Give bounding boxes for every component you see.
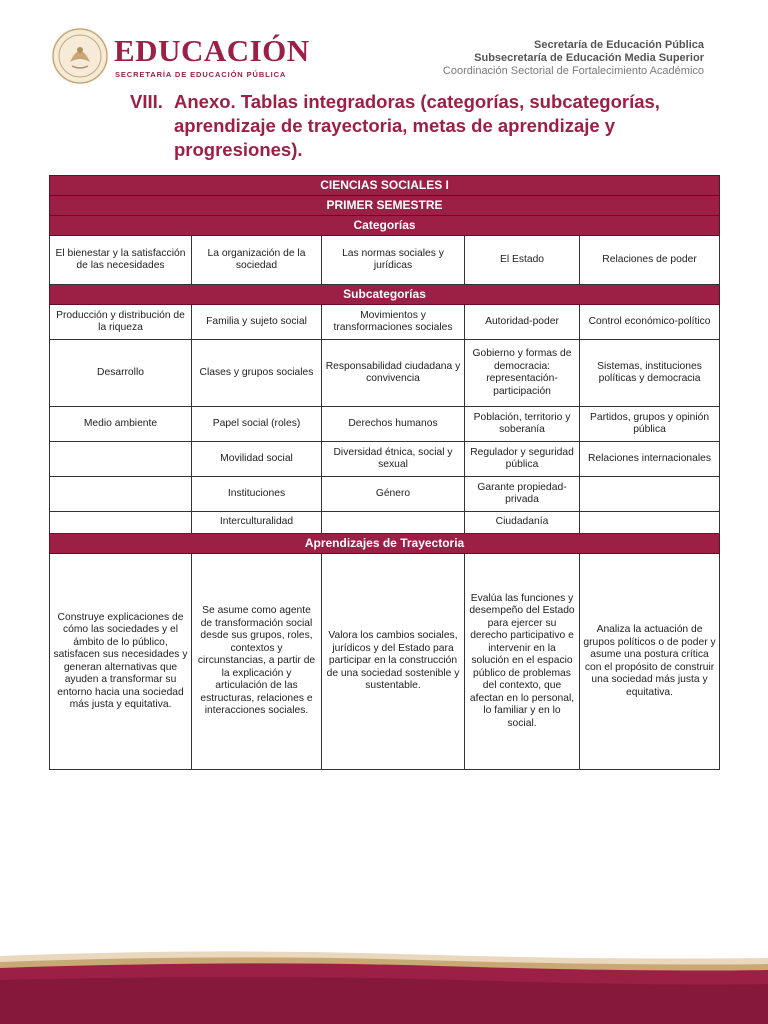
subcategoria-cell: Derechos humanos xyxy=(322,407,465,442)
subcategoria-cell: Medio ambiente xyxy=(50,407,192,442)
categoria-cell: El Estado xyxy=(465,236,580,285)
aprendizaje-cell: Valora los cambios sociales, jurídicos y del Estado para participar en la construcción de una sociedad sostenible y sustentable. xyxy=(322,554,465,770)
subcategoria-cell: Partidos, grupos y opinión pública xyxy=(580,407,720,442)
aprendizaje-cell: Construye explicaciones de cómo las sociedades y el ámbito de lo público, satisfacen sus necesidades y generan alternativas que ayuden a transformar su entorno hacia una sociedad más justa y equitativa. xyxy=(50,554,192,770)
integration-table xyxy=(49,175,720,770)
subcategoria-row xyxy=(50,442,720,477)
subcategoria-cell xyxy=(580,477,720,512)
subcategoria-cell: Regulador y seguridad pública xyxy=(465,442,580,477)
subcategoria-cell: Género xyxy=(322,477,465,512)
subject-header: CIENCIAS SOCIALES I xyxy=(50,176,720,196)
subcategoria-cell: Papel social (roles) xyxy=(192,407,322,442)
subcategoria-cell: Población, territorio y soberanía xyxy=(465,407,580,442)
categoria-cell: La organización de la sociedad xyxy=(192,236,322,285)
subcategoria-cell: Garante propiedad-privada xyxy=(465,477,580,512)
subcategoria-cell: Gobierno y formas de democracia: representación-participación xyxy=(465,340,580,407)
subcategoria-row xyxy=(50,305,720,340)
subcategoria-cell xyxy=(580,512,720,534)
aprendizaje-cell: Se asume como agente de transformación social desde sus grupos, roles, contextos y circunstancias, a partir de la explicación y articulación de las estructuras, relaciones e interacciones sociales. xyxy=(192,554,322,770)
categoria-cell: El bienestar y la satisfacción de las necesidades xyxy=(50,236,192,285)
aprendizaje-cell: Analiza la actuación de grupos políticos o de poder y asume una postura crítica con el propósito de construir una sociedad más justa y equitativa. xyxy=(580,554,720,770)
section-title-text: Anexo. Tablas integradoras (categorías, subcategorías, aprendizaje de trayectoria, metas de aprendizaje y progresiones). xyxy=(174,91,660,160)
categoria-cell: Relaciones de poder xyxy=(580,236,720,285)
categorias-header: Categorías xyxy=(50,216,720,236)
education-logo-subtitle: SECRETARÍA DE EDUCACIÓN PÚBLICA xyxy=(115,70,287,79)
institution-block xyxy=(443,39,704,78)
subcategoria-cell xyxy=(50,512,192,534)
subcategorias-header: Subcategorías xyxy=(50,285,720,305)
education-logo-wordmark: EDUCACIÓN xyxy=(114,33,310,68)
subcategoria-cell: Sistemas, instituciones políticas y democracia xyxy=(580,340,720,407)
subcategoria-row xyxy=(50,407,720,442)
subcategoria-cell: Relaciones internacionales xyxy=(580,442,720,477)
subcategoria-cell: Clases y grupos sociales xyxy=(192,340,322,407)
subcategoria-cell xyxy=(50,442,192,477)
subcategoria-cell: Familia y sujeto social xyxy=(192,305,322,340)
institution-line-3: Coordinación Sectorial de Fortalecimiento Académico xyxy=(442,65,704,77)
aprendizaje-cell: Evalúa las funciones y desempeño del Estado para ejercer su derecho participativo e intervenir en la solución en el espacio público de problemas del contexto, que afectan en lo personal, lo familiar y en lo social. xyxy=(465,554,580,770)
subcategoria-cell xyxy=(322,512,465,534)
categoria-cell: Las normas sociales y jurídicas xyxy=(322,236,465,285)
national-seal-icon xyxy=(52,28,108,84)
subcategoria-row xyxy=(50,512,720,534)
subcategoria-cell: Autoridad-poder xyxy=(465,305,580,340)
page-header xyxy=(0,0,768,90)
footer-decoration xyxy=(0,946,768,1024)
subcategoria-cell: Desarrollo xyxy=(50,340,192,407)
institution-line-2: Subsecretaría de Educación Media Superior xyxy=(474,52,704,64)
subcategoria-cell: Control económico-político xyxy=(580,305,720,340)
institution-line-1: Secretaría de Educación Pública xyxy=(534,39,704,51)
section-title xyxy=(130,90,690,162)
subcategoria-cell: Producción y distribución de la riqueza xyxy=(50,305,192,340)
subcategoria-cell xyxy=(50,477,192,512)
subcategoria-cell: Movilidad social xyxy=(192,442,322,477)
semester-header: PRIMER SEMESTRE xyxy=(50,196,720,216)
subcategoria-row xyxy=(50,340,720,407)
subcategoria-cell: Responsabilidad ciudadana y convivencia xyxy=(322,340,465,407)
subcategoria-cell: Ciudadanía xyxy=(465,512,580,534)
subcategoria-cell: Diversidad étnica, social y sexual xyxy=(322,442,465,477)
subcategoria-cell: Instituciones xyxy=(192,477,322,512)
subcategoria-cell: Interculturalidad xyxy=(192,512,322,534)
section-number: VIII. xyxy=(130,91,163,112)
subcategoria-row xyxy=(50,477,720,512)
subcategoria-cell: Movimientos y transformaciones sociales xyxy=(322,305,465,340)
aprendizajes-header: Aprendizajes de Trayectoria xyxy=(50,534,720,554)
